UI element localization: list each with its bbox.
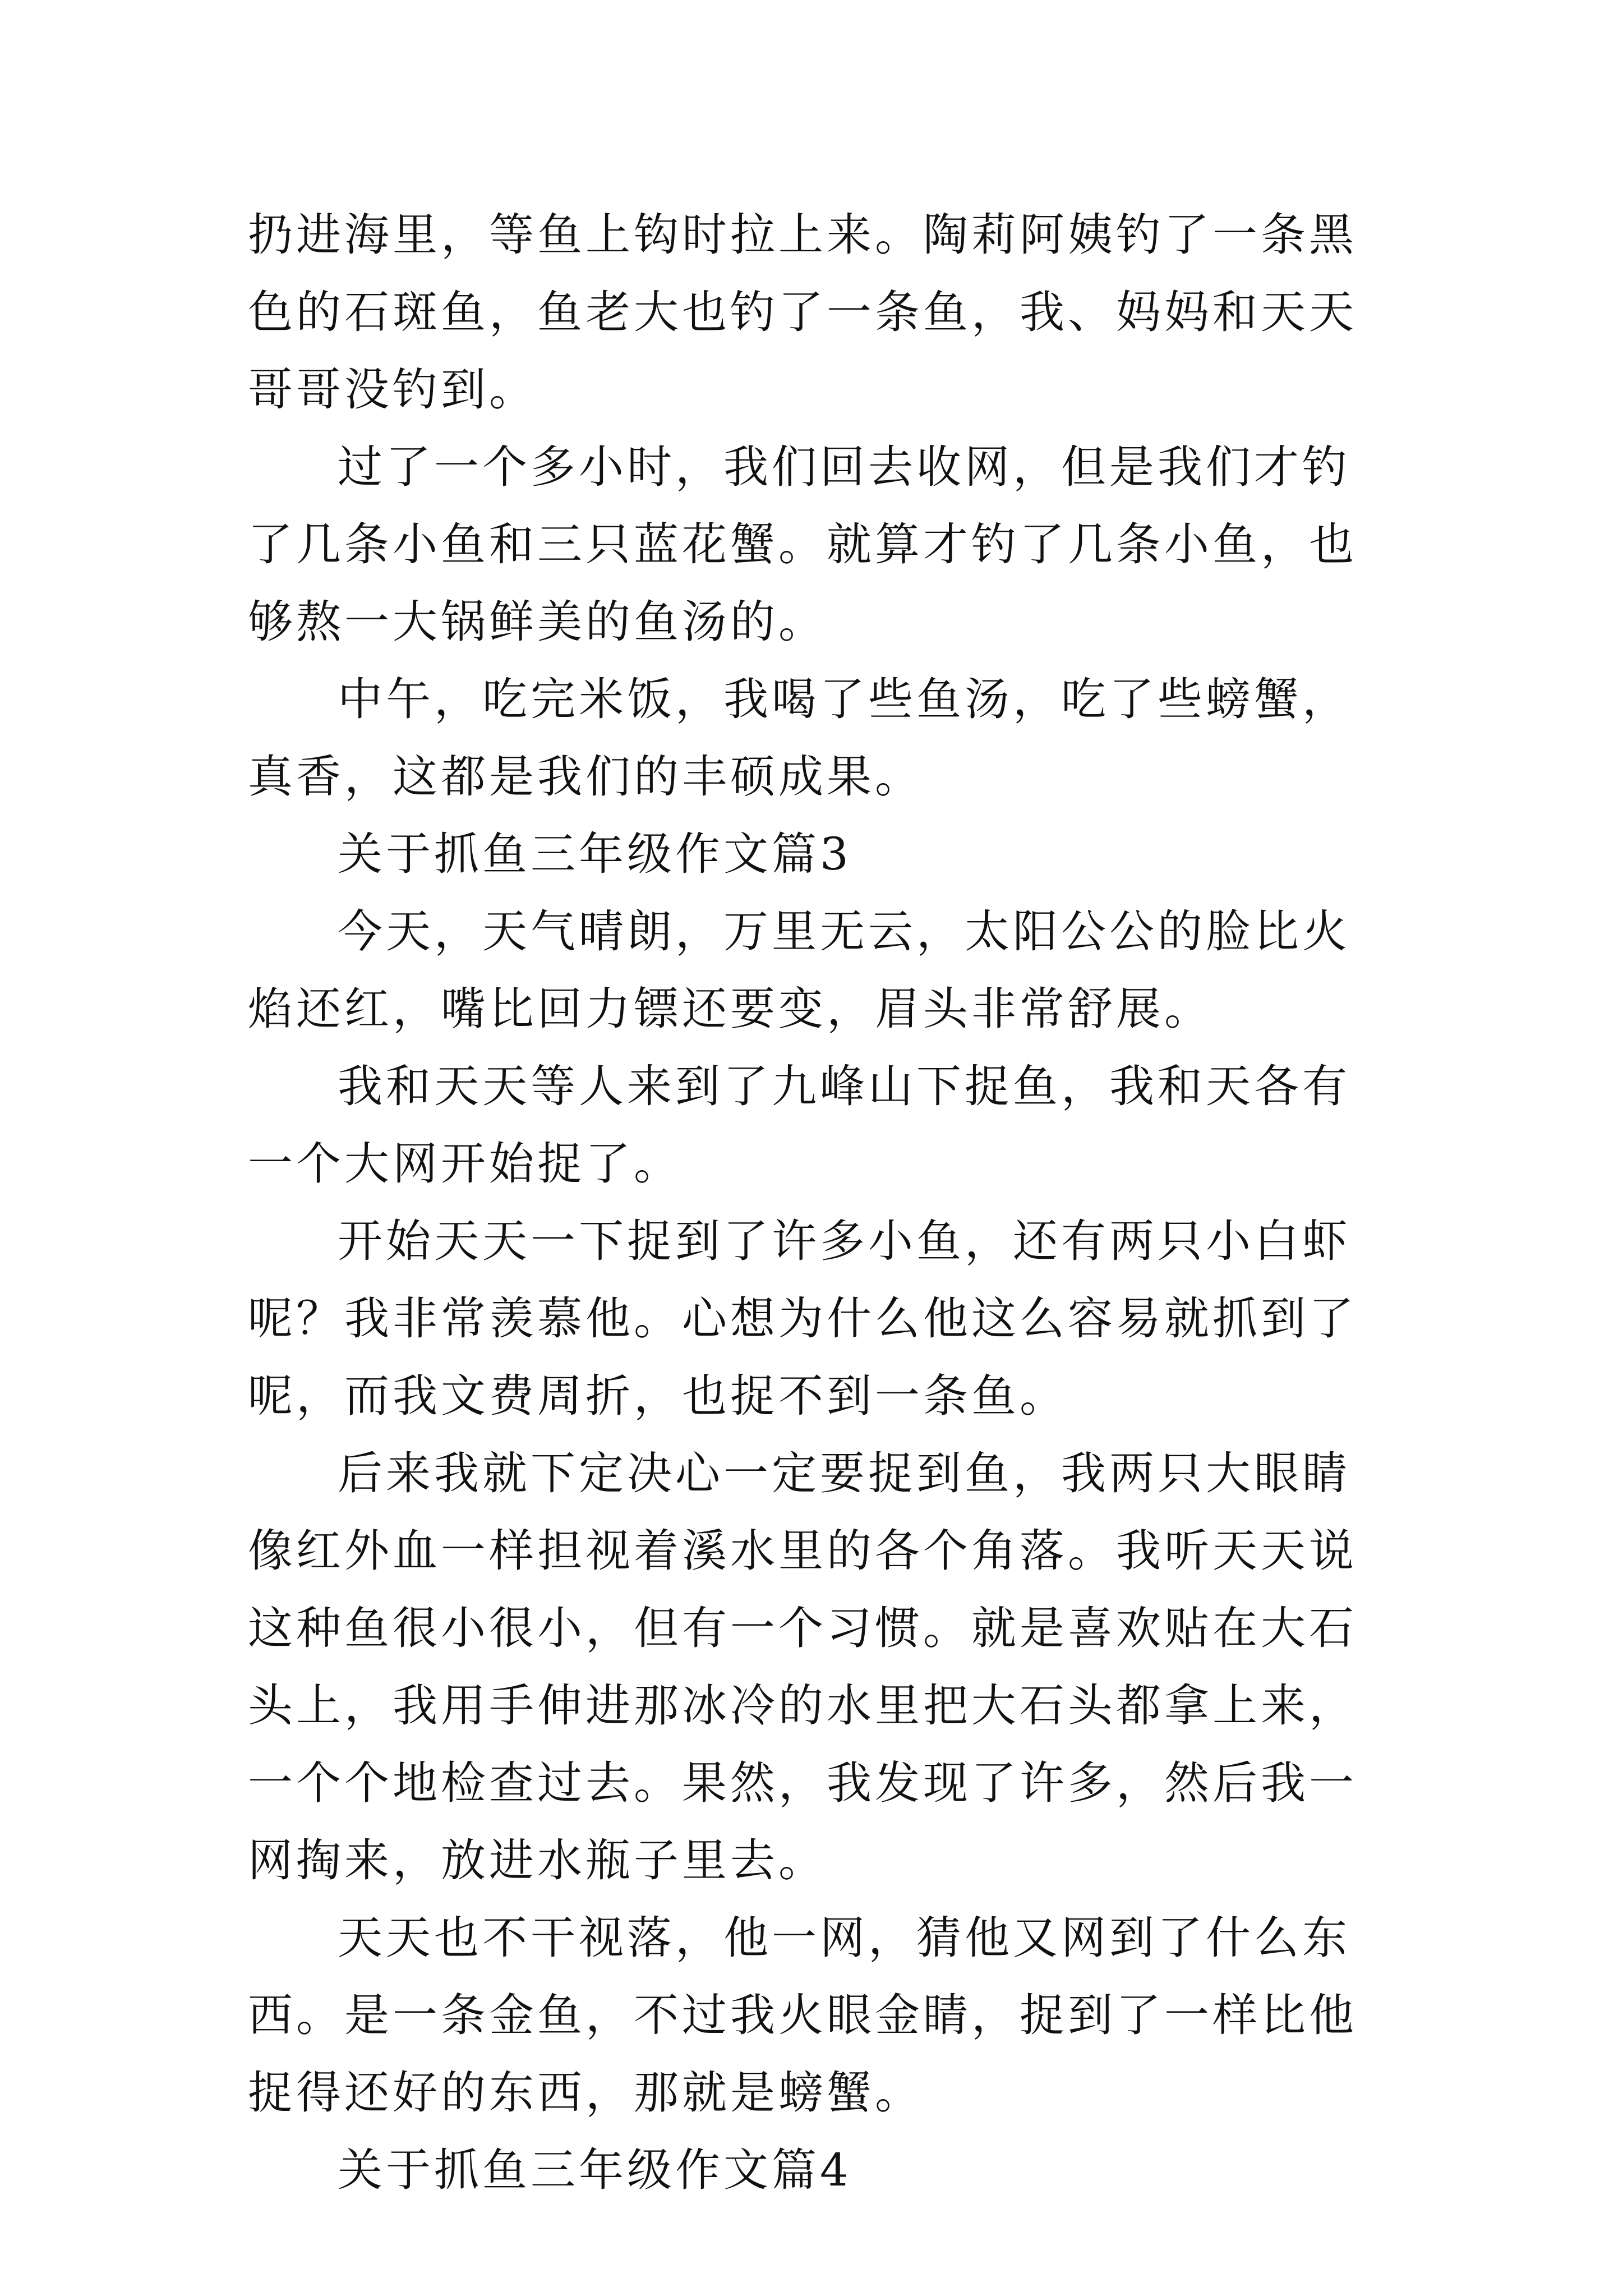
paragraph: 我和天天等人来到了九峰山下捉鱼，我和天各有一个大网开始捉了。 xyxy=(248,1060,1350,1190)
paragraph: 开始天天一下捉到了许多小鱼，还有两只小白虾呢？我非常羡慕他。心想为什么他这么容易就抓到了呢，而我文费周折，也捉不到一条鱼。 xyxy=(248,1215,1357,1422)
section-heading: 关于抓鱼三年级作文篇4 xyxy=(338,2144,852,2196)
paragraph: 今天，天气晴朗，万里无云，太阳公公的脸比火焰还红，嘴比回力镖还要变，眉头非常舒展。 xyxy=(248,905,1350,1035)
section-heading: 关于抓鱼三年级作文篇3 xyxy=(338,828,852,880)
paragraph: 后来我就下定决心一定要捉到鱼，我两只大眼睛像红外血一样担视着溪水里的各个角落。我听天天说这种鱼很小很小，但有一个习惯。就是喜欢贴在大石头上，我用手伸进那冰冷的水里把大石头都拿上来，一个个地检查过去。果然，我发现了许多，然后我一网掏来，放进水瓶子里去。 xyxy=(248,1447,1357,1887)
paragraph: 过了一个多小时，我们回去收网，但是我们才钓了几条小鱼和三只蓝花蟹。就算才钓了几条小鱼，也够熬一大锅鲜美的鱼汤的。 xyxy=(248,441,1357,648)
paragraph: 中午，吃完米饭，我喝了些鱼汤，吃了些螃蟹，真香，这都是我们的丰硕成果。 xyxy=(248,673,1350,803)
paragraph-continuation: 扔进海里，等鱼上钩时拉上来。陶莉阿姨钓了一条黑色的石斑鱼，鱼老大也钓了一条鱼，我、妈妈和天天哥哥没钓到。 xyxy=(248,209,1357,416)
paragraph: 天天也不干视落，他一网，猜他又网到了什么东西。是一条金鱼，不过我火眼金睛，捉到了一样比他捉得还好的东西，那就是螃蟹。 xyxy=(248,1912,1357,2119)
article-body xyxy=(248,196,1392,2209)
